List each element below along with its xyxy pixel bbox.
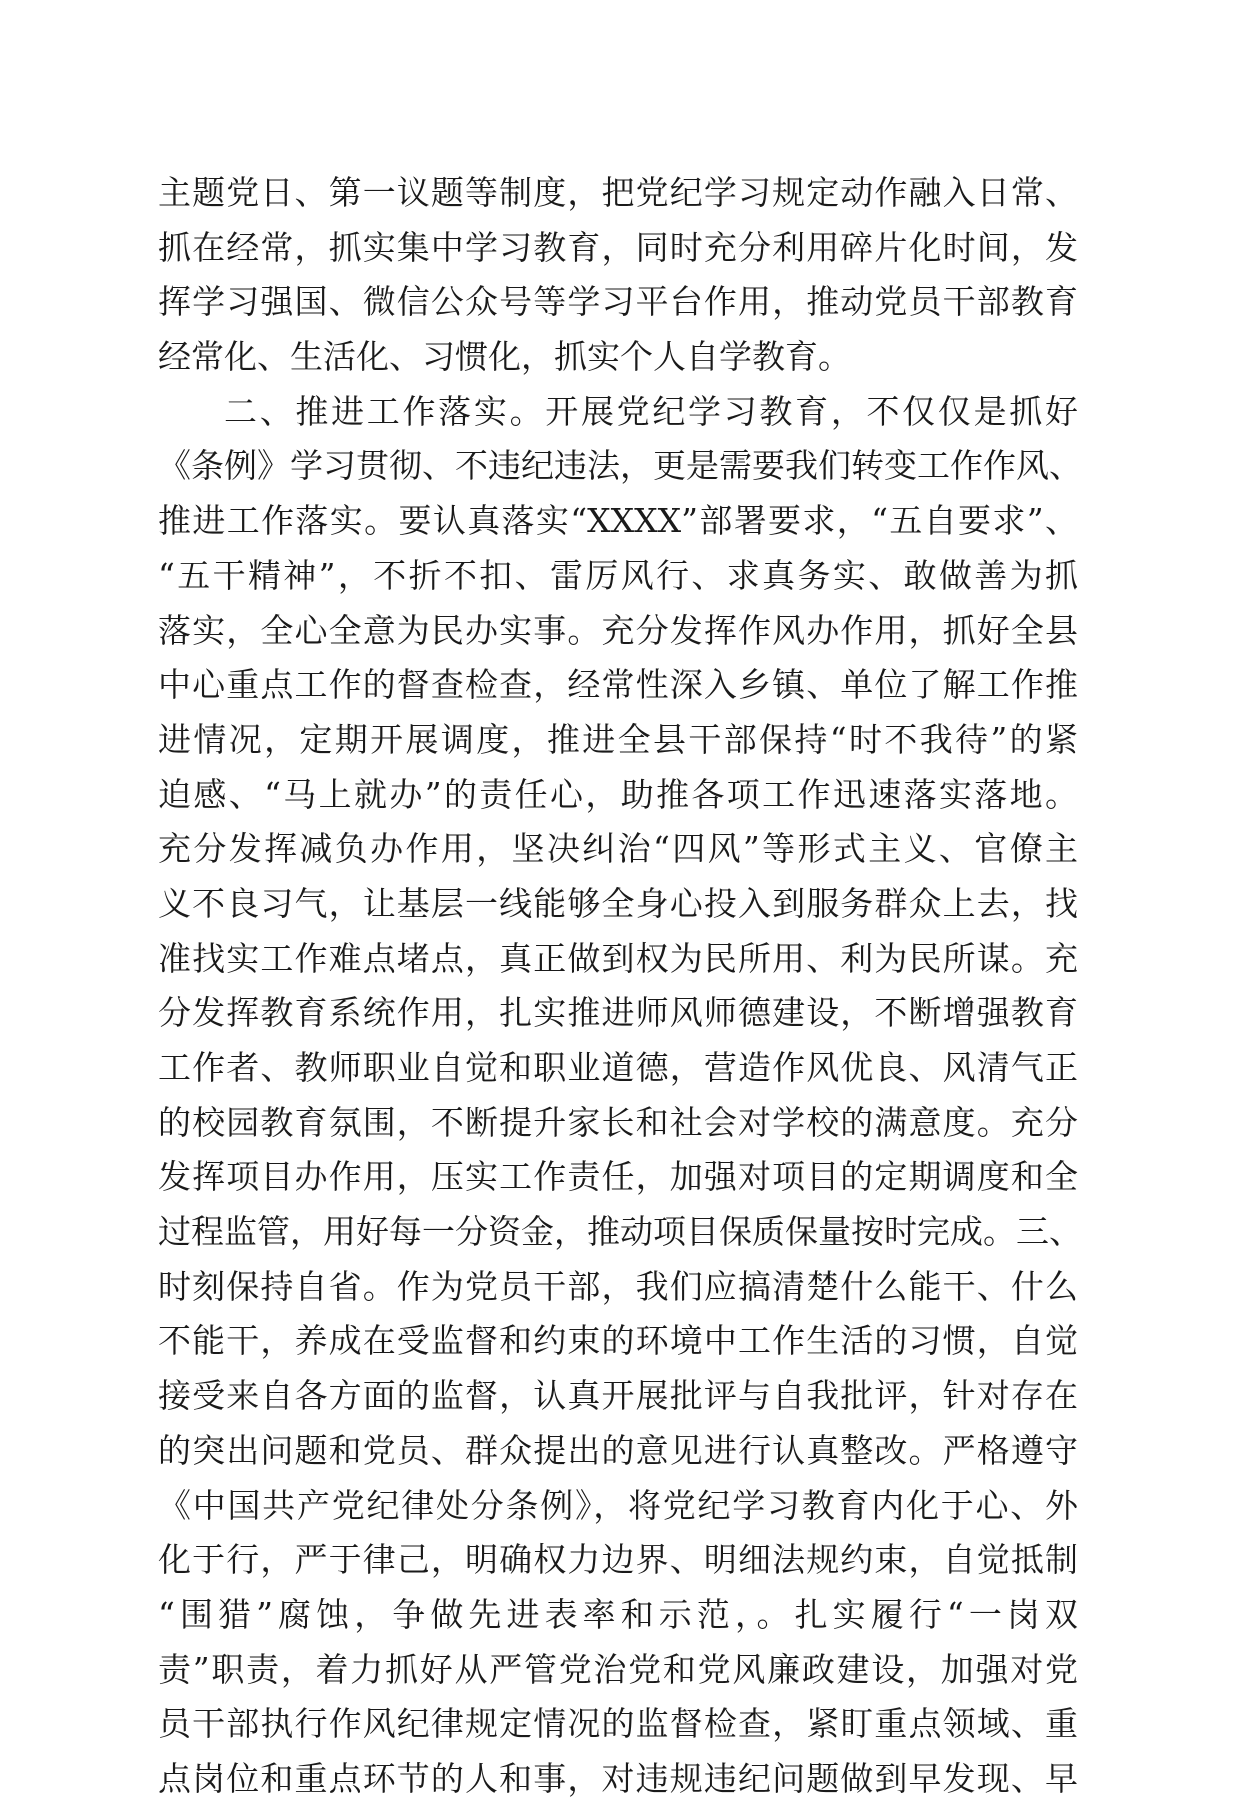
text-line: 工作者、教师职业自觉和职业道德，营造作风优良、风清气正 <box>158 1048 1078 1087</box>
text-line: 不能干，养成在受监督和约束的环境中工作生活的习惯，自觉 <box>158 1321 1078 1361</box>
text-line: 中心重点工作的督查检查，经常性深入乡镇、单位了解工作推 <box>158 665 1078 705</box>
paragraph-start-line: 二、推进工作落实。开展党纪学习教育，不仅仅是抓好 <box>224 391 1078 431</box>
text-line: 《条例》学习贯彻、不违纪违法，更是需要我们转变工作作风、 <box>158 446 1082 486</box>
text-line: 进情况，定期开展调度，推进全县干部保持“时不我待”的紧 <box>158 719 1078 759</box>
text-line: 推进工作落实。要认真落实“XXXX”部署要求，“五自要求”、 <box>158 501 1078 541</box>
text-line: 抓在经常，抓实集中学习教育，同时充分利用碎片化时间，发 <box>158 227 1078 267</box>
text-line: 点岗位和重点环节的人和事，对违规违纪问题做到早发现、早 <box>158 1758 1078 1798</box>
text-line: 准找实工作难点堵点，真正做到权为民所用、利为民所谋。充 <box>158 938 1078 978</box>
text-line: 的突出问题和党员、群众提出的意见进行认真整改。严格遵守 <box>158 1430 1078 1470</box>
text-line: 发挥项目办作用，压实工作责任，加强对项目的定期调度和全 <box>158 1157 1078 1197</box>
body-text <box>158 166 1082 1807</box>
text-line: 挥学习强国、微信公众号等学习平台作用，推动党员干部教育 <box>158 282 1078 322</box>
text-line: 落实，全心全意为民办实事。充分发挥作风办作用，抓好全县 <box>158 610 1078 650</box>
text-line: 化于行，严于律己，明确权力边界、明细法规约束，自觉抵制 <box>158 1540 1078 1580</box>
text-line: “五干精神”，不折不扣、雷厉风行、求真务实、敢做善为抓 <box>158 555 1078 595</box>
text-line: 义不良习气，让基层一线能够全身心投入到服务群众上去，找 <box>158 883 1078 923</box>
text-line: 责”职责，着力抓好从严管党治党和党风廉政建设，加强对党 <box>158 1649 1078 1689</box>
text-line: 迫感、“马上就办”的责任心，助推各项工作迅速落实落地。 <box>158 774 1078 814</box>
text-line: 员干部执行作风纪律规定情况的监督检查，紧盯重点领域、重 <box>158 1704 1078 1744</box>
text-line: 分发挥教育系统作用，扎实推进师风师德建设，不断增强教育 <box>158 993 1078 1033</box>
text-line: “围猎”腐蚀，争做先进表率和示范，。扎实履行“一岗双 <box>158 1594 1078 1634</box>
text-line: 经常化、生活化、习惯化，抓实个人自学教育。 <box>158 337 851 377</box>
text-line: 主题党日、第一议题等制度，把党纪学习规定动作融入日常、 <box>158 173 1078 212</box>
text-line: 接受来自各方面的监督，认真开展批评与自我批评，针对存在 <box>158 1376 1078 1416</box>
text-line: 充分发挥减负办作用，坚决纠治“四风”等形式主义、官僚主 <box>158 829 1078 869</box>
text-line: 时刻保持自省。作为党员干部，我们应搞清楚什么能干、什么 <box>158 1266 1078 1306</box>
text-line: 过程监管，用好每一分资金，推动项目保质保量按时完成。三、 <box>158 1212 1082 1252</box>
text-line: 《中国共产党纪律处分条例》，将党纪学习教育内化于心、外 <box>158 1485 1078 1525</box>
text-line: 的校园教育氛围，不断提升家长和社会对学校的满意度。充分 <box>158 1102 1078 1142</box>
